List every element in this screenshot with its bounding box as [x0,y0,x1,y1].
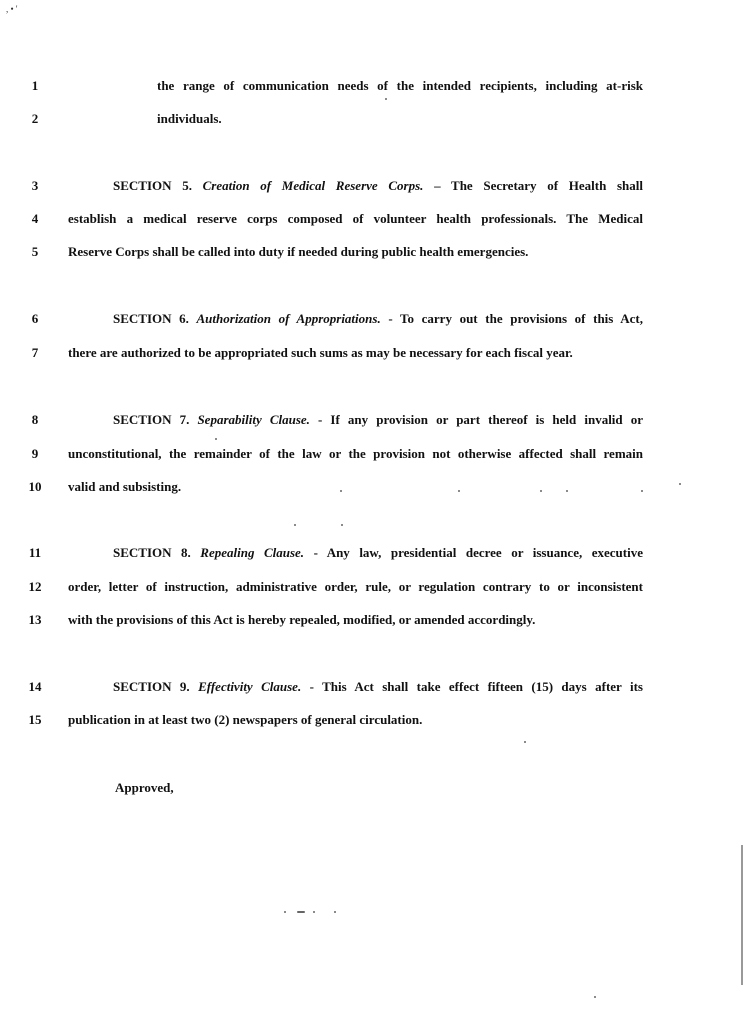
line-text-segment: SECTION 5. [113,178,203,193]
line-number: 11 [28,545,42,560]
scan-speck [297,911,305,913]
scan-speck [294,524,296,526]
line-text-segment: - To carry out the provisions of this Act, [380,311,643,326]
approved-label: Approved, [115,780,174,795]
line-text-segment: order, letter of instruction, administrative order, rule, or regulation contrary to or inconsistent [68,579,643,594]
section-title: Creation of Medical Reserve Corps. [202,178,424,193]
scan-speck [341,524,343,526]
line-text-segment: SECTION 7. [113,412,198,427]
line-text-segment: SECTION 9. [113,679,199,694]
scan-speck [566,490,568,492]
line-number: 10 [28,479,42,494]
scan-speck [313,911,315,913]
line-text-segment: valid and subsisting. [68,479,182,494]
text-line [0,709,743,731]
line-text [68,342,573,364]
line-text [68,241,528,263]
scan-speck [594,996,596,998]
line-text-segment: SECTION 6. [113,311,197,326]
text-line [0,542,743,564]
line-text [113,676,643,698]
line-number: 14 [28,679,42,694]
line-text-segment: SECTION 8. [113,545,201,560]
text-line [0,609,743,631]
scan-speck [641,490,643,492]
line-text-segment: publication in at least two (2) newspapers of general circulation. [68,712,423,727]
section-title: Effectivity Clause. [198,679,302,694]
scan-speck [284,911,286,913]
line-text-segment: establish a medical reserve corps composed of volunteer health professionals. The Medical [68,211,643,226]
line-text [68,576,643,598]
text-line [0,241,743,263]
line-text [113,409,643,431]
line-number: 2 [31,111,39,126]
line-text-segment: - This Act shall take effect fifteen (15) days after its [301,679,643,694]
line-text [157,108,222,130]
line-text [68,609,535,631]
line-number: 4 [31,211,39,226]
line-text [68,208,643,230]
scan-speck [458,490,460,492]
line-text [68,709,422,731]
line-text [157,75,643,97]
line-text [68,476,181,498]
text-line [0,443,743,465]
line-number: 9 [31,446,39,461]
line-number: 13 [28,612,42,627]
section-title: Separability Clause. [197,412,310,427]
line-number: 8 [31,412,39,427]
scan-speck [679,483,681,485]
line-number: 12 [28,579,42,594]
line-text-segment: with the provisions of this Act is hereby repealed, modified, or amended accordingly. [68,612,536,627]
line-text-segment: there are authorized to be appropriated such sums as may be necessary for each fiscal year. [68,345,573,360]
line-text-segment: individuals. [157,111,222,126]
scan-speck [540,490,542,492]
text-line [0,576,743,598]
text-line [0,308,743,330]
line-number: 7 [31,345,39,360]
text-line [0,342,743,364]
line-text-segment: unconstitutional, the remainder of the law or the provision not otherwise affected shall remain [68,446,643,461]
scan-speck [340,490,342,492]
line-number: 1 [31,78,39,93]
line-text-segment: the range of communication needs of the intended recipients, including at-risk [157,78,643,93]
text-line [0,208,743,230]
line-text [68,443,643,465]
text-line [0,476,743,498]
line-number: 15 [28,712,42,727]
line-number: 5 [31,244,39,259]
scan-speck [215,438,217,440]
scan-speck [524,741,526,743]
line-number: 3 [31,178,39,193]
line-text [113,308,643,330]
text-line [0,75,743,97]
section-title: Authorization of Appropriations. [196,311,381,326]
text-line [0,108,743,130]
text-line [0,175,743,197]
line-text-segment: - If any provision or part thereof is held invalid or [309,412,643,427]
section-title: Repealing Clause. [200,545,305,560]
page-corner-marks: , • ' [6,4,18,14]
text-line [0,676,743,698]
scan-speck [385,98,387,100]
scan-speck [334,911,336,913]
line-text-segment: – The Secretary of Health shall [423,178,643,193]
line-text [113,175,643,197]
text-line [0,409,743,431]
line-number: 6 [31,311,39,326]
line-text-segment: - Any law, presidential decree or issuance, executive [304,545,643,560]
line-text [113,542,643,564]
line-text-segment: Reserve Corps shall be called into duty if needed during public health emergencies. [68,244,529,259]
